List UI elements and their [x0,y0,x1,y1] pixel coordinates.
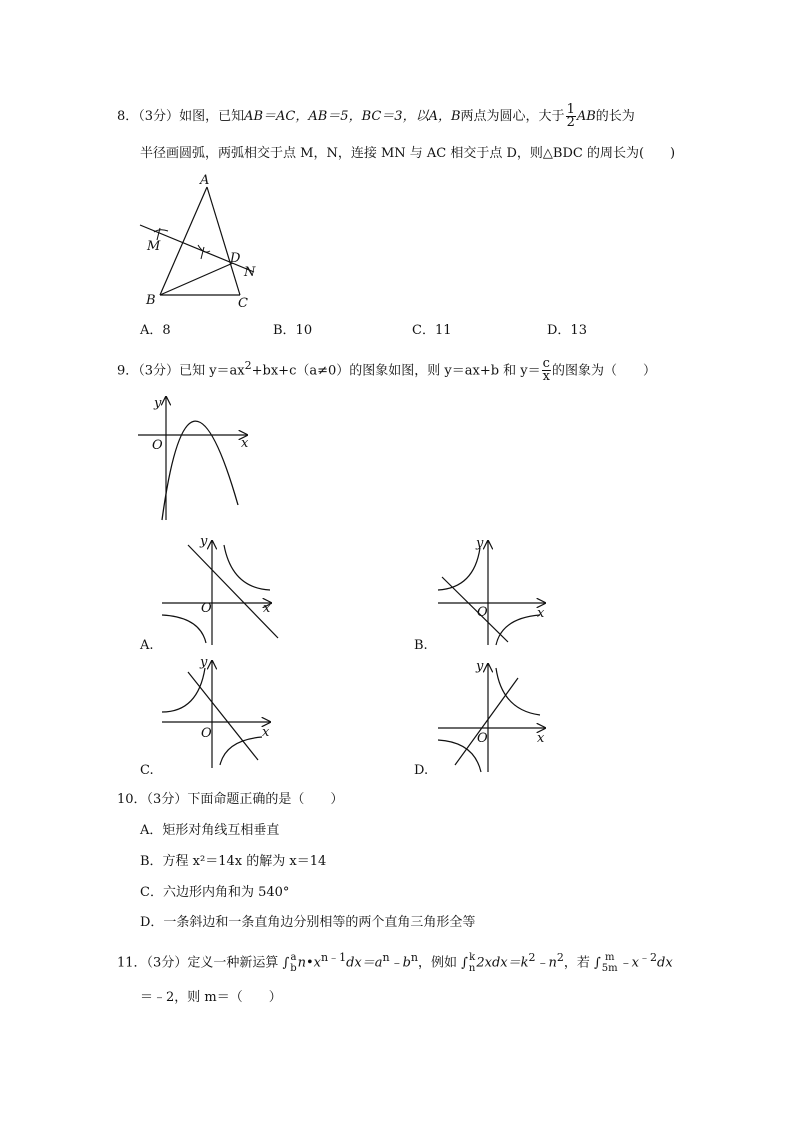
label-m: M [147,239,161,254]
q9-sup: 2 [244,359,252,372]
q8-text-e: AB [576,109,596,124]
q11-limits-2: k n [468,951,476,974]
q11-prefix: 11．（3分）定义一种新运算 ∫ [117,955,290,971]
q9-option-a: A. [140,638,154,653]
graph-d-o: O [477,731,488,746]
q10-option-c: C．六边形内角和为 540° [140,885,290,900]
q8-text-a: 如图，已知 [179,109,245,124]
q11-mid2: dx＝a [346,955,383,971]
q10-option-d: D．一条斜边和一条直角边分别相等的两个直角三角形全等 [140,915,476,930]
q10-option-a: A．矩形对角线互相垂直 [140,823,280,838]
graph-a-y: y [200,534,208,549]
q8-option-a: A．8 [140,323,171,338]
q11-line-1 [117,948,673,974]
graph-c-y: y [200,655,208,670]
q11-mid1: n•x [297,955,321,971]
label-a: A [200,173,210,188]
label-b: B [146,293,156,308]
q11-mid8: ﹣x [618,955,639,971]
q8-line-2: 半径画圆弧，两弧相交于点 M，N，连接 MN 与 AC 相交于点 D，则△BDC 的周长为( ) [140,146,676,161]
q11-sup4: 2 [528,951,536,964]
graph-b-o: O [477,605,488,620]
q11-mid7: ，若 ∫ [563,955,601,971]
label-c: C [238,296,248,311]
graph-b-y: y [476,536,484,551]
q11-sup3: n [410,951,419,964]
q9-score: （3分） [138,363,180,379]
q9-fraction: $\frac{c}{x}$ [542,356,550,385]
q9-text-b: +bx+c（a≠0）的图象如图，则 y＝ax+b 和 y＝ [251,363,541,379]
q11-sup6: ﹣2 [639,951,657,964]
q8-score: （3分） [138,109,180,124]
q8-fraction: $\frac{1}{2}$ [566,102,575,130]
q11-mid6: ﹣n [535,955,557,971]
q9-text-c: 的图象为（ ） [551,363,656,379]
q9-number: 9． [117,363,139,379]
q8-option-c: C．11 [412,323,452,338]
q11-mid4: ，例如 ∫ [418,955,468,971]
q8-text-f: 的长为 [595,109,635,124]
q8-option-d: D．13 [547,323,587,338]
graph-a-x: x [263,601,271,616]
graph-b-x: x [537,606,545,621]
graph-c-x: x [262,725,270,740]
q11-mid5: 2xdx＝k [476,955,529,971]
q11-mid3: ﹣b [389,955,411,971]
q8-text-b: AB＝AC，AB＝5，BC＝3，以 [244,109,429,124]
q8-text-c: A，B [428,109,461,124]
q10-option-b: B．方程 x²＝14x 的解为 x＝14 [140,854,327,869]
graph-c-o: O [201,726,212,741]
q9-origin: O [152,438,163,453]
q11-sup1: n﹣1 [321,951,347,964]
q8-text-d: 两点为圆心，大于 [460,109,565,124]
q11-limits-3: m 5m [601,951,618,974]
q11-sup2: n [382,951,390,964]
q11-limits-1: a b [290,951,297,974]
q9-option-c: C. [140,763,154,778]
q8-number: 8． [117,109,139,124]
q9-text-a: 已知 y＝ax [179,363,245,379]
q11-mid9: dx [657,955,673,971]
q9-option-d: D. [414,763,429,778]
graph-d-y: y [476,659,484,674]
q9-axis-x: x [241,436,249,451]
label-d: D [230,251,241,266]
q11-line-2: ＝﹣2，则 m＝（ ） [140,990,282,1005]
graph-d-x: x [537,731,545,746]
q10-question: 10．（3分）下面命题正确的是（ ） [117,792,344,807]
q11-sup5: 2 [556,951,564,964]
q8-option-b: B．10 [273,323,313,338]
label-n: N [244,265,256,280]
q9-option-b: B. [414,638,428,653]
q9-axis-y: y [154,396,162,411]
graph-a-o: O [201,601,212,616]
